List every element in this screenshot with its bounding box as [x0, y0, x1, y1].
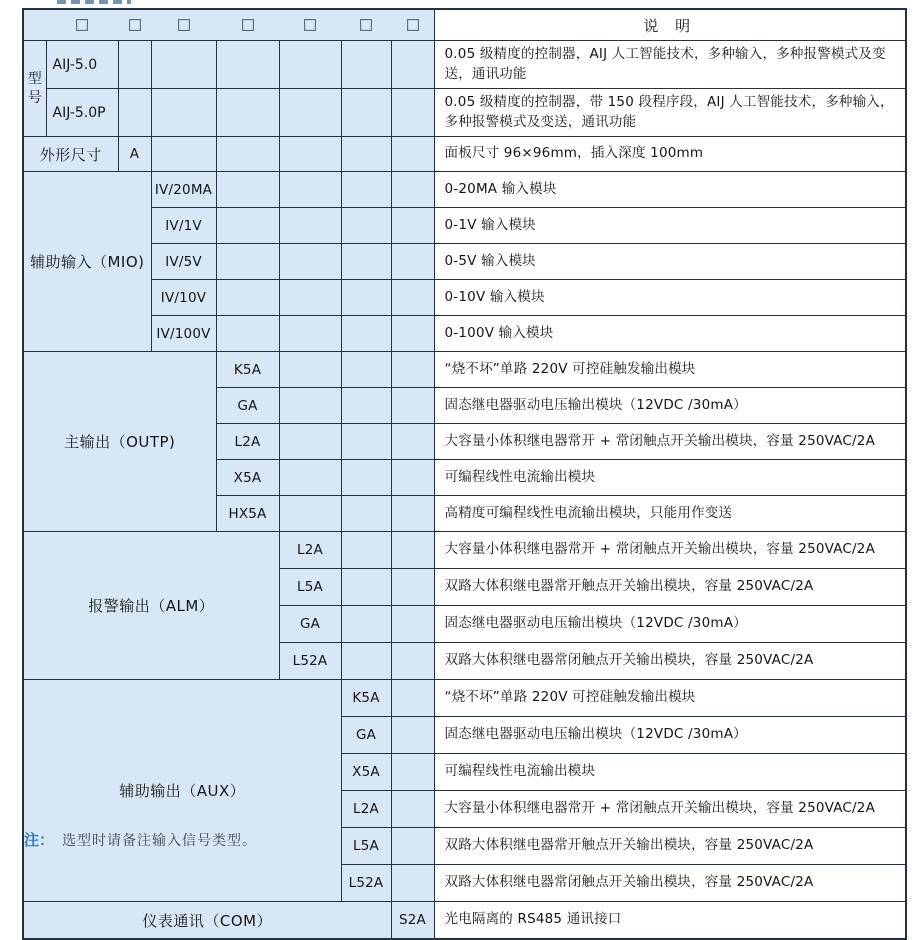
desc-cell: 可编程线性电流输出模块	[434, 460, 906, 496]
empty-cell	[341, 424, 391, 460]
empty-cell	[341, 606, 391, 643]
empty-cell	[341, 244, 391, 280]
desc-cell: 0-1V 输入模块	[434, 208, 906, 244]
empty-cell	[391, 89, 434, 137]
empty-cell	[341, 316, 391, 352]
desc-cell: 0-20MA 输入模块	[434, 172, 906, 208]
table-row	[23, 137, 906, 172]
empty-cell	[151, 41, 216, 89]
empty-cell	[341, 280, 391, 316]
desc-cell: 面板尺寸 96×96mm，插入深度 100mm	[434, 137, 906, 172]
empty-cell	[279, 172, 341, 208]
empty-cell	[341, 496, 391, 532]
desc-cell: 双路大体积继电器常开触点开关输出模块，容量 250VAC/2A	[434, 569, 906, 606]
section-label-com: 仪表通讯（COM）	[23, 902, 391, 940]
desc-cell: 光电隔离的 RS485 通讯接口	[434, 902, 906, 940]
desc-cell: “烧不坏”单路 220V 可控硅触发输出模块	[434, 352, 906, 388]
empty-cell	[391, 643, 434, 680]
table-row	[23, 89, 906, 137]
checkbox-band	[23, 9, 434, 41]
empty-cell	[341, 460, 391, 496]
desc-cell: 0.05 级精度的控制器，带 150 段程序段，AIJ 人工智能技术，多种输入，多种报警模式及变送，通讯功能	[434, 89, 906, 137]
empty-cell	[216, 316, 279, 352]
desc-cell: 0.05 级精度的控制器，AIJ 人工智能技术，多种输入，多种报警模式及变送，通讯功能	[434, 41, 906, 89]
empty-cell	[341, 208, 391, 244]
empty-cell	[391, 244, 434, 280]
empty-cell	[216, 280, 279, 316]
checkbox-icon[interactable]	[129, 19, 141, 31]
checkbox-icon[interactable]	[304, 19, 316, 31]
empty-cell	[391, 828, 434, 865]
empty-cell	[391, 208, 434, 244]
code-cell: A	[118, 137, 151, 172]
empty-cell	[279, 352, 341, 388]
code-cell: L52A	[279, 643, 341, 680]
empty-cell	[216, 172, 279, 208]
desc-cell: 大容量小体积继电器常开 + 常闭触点开关输出模块，容量 250VAC/2A	[434, 532, 906, 569]
empty-cell	[341, 89, 391, 137]
empty-cell	[341, 388, 391, 424]
empty-cell	[216, 41, 279, 89]
empty-cell	[341, 172, 391, 208]
cropped-heading-fragment	[57, 0, 131, 4]
desc-cell: 固态继电器驱动电压输出模块（12VDC /30mA）	[434, 717, 906, 754]
header-row	[23, 9, 906, 41]
code-cell: IV/20MA	[151, 172, 216, 208]
desc-cell: 0-100V 输入模块	[434, 316, 906, 352]
code-cell: AIJ-5.0	[46, 41, 118, 89]
checkbox-icon[interactable]	[178, 19, 190, 31]
code-cell: L2A	[341, 791, 391, 828]
table-row	[23, 172, 906, 208]
empty-cell	[216, 137, 279, 172]
code-cell: HX5A	[216, 496, 279, 532]
code-cell: L2A	[216, 424, 279, 460]
section-label-alm: 报警输出（ALM）	[23, 532, 279, 680]
empty-cell	[391, 316, 434, 352]
empty-cell	[216, 89, 279, 137]
table-row	[23, 41, 906, 89]
empty-cell	[391, 606, 434, 643]
empty-cell	[279, 424, 341, 460]
code-cell: K5A	[216, 352, 279, 388]
empty-cell	[279, 460, 341, 496]
table-row	[23, 208, 906, 244]
code-cell: X5A	[341, 754, 391, 791]
empty-cell	[391, 865, 434, 902]
code-cell: L5A	[341, 828, 391, 865]
code-cell: L52A	[341, 865, 391, 902]
desc-cell: 大容量小体积继电器常开 + 常闭触点开关输出模块，容量 250VAC/2A	[434, 424, 906, 460]
empty-cell	[279, 316, 341, 352]
empty-cell	[341, 643, 391, 680]
empty-cell	[391, 388, 434, 424]
desc-cell: 0-5V 输入模块	[434, 244, 906, 280]
empty-cell	[391, 791, 434, 828]
section-label-outp: 主输出（OUTP)	[23, 352, 216, 532]
table-row	[23, 902, 906, 940]
empty-cell	[391, 172, 434, 208]
empty-cell	[279, 41, 341, 89]
empty-cell	[391, 280, 434, 316]
code-cell: IV/5V	[151, 244, 216, 280]
empty-cell	[341, 569, 391, 606]
empty-cell	[391, 754, 434, 791]
selection-code-table	[22, 8, 907, 940]
desc-cell: 大容量小体积继电器常开 + 常闭触点开关输出模块，容量 250VAC/2A	[434, 791, 906, 828]
empty-cell	[279, 137, 341, 172]
empty-cell	[391, 680, 434, 717]
empty-cell	[279, 388, 341, 424]
desc-cell: 0-10V 输入模块	[434, 280, 906, 316]
empty-cell	[391, 460, 434, 496]
section-label-model: 型号	[23, 41, 46, 137]
footnote-prefix: 注：	[24, 831, 55, 849]
table-row	[23, 352, 906, 388]
table-row	[23, 244, 906, 280]
code-cell: L2A	[279, 532, 341, 569]
empty-cell	[391, 717, 434, 754]
col-header-description: 说 明	[434, 9, 906, 41]
checkbox-icon[interactable]	[360, 19, 372, 31]
code-cell: X5A	[216, 460, 279, 496]
table-row	[23, 280, 906, 316]
section-label-size: 外形尺寸	[23, 137, 118, 172]
empty-cell	[279, 280, 341, 316]
desc-cell: 可编程线性电流输出模块	[434, 754, 906, 791]
desc-cell: 固态继电器驱动电压输出模块（12VDC /30mA）	[434, 388, 906, 424]
empty-cell	[391, 137, 434, 172]
desc-cell: 高精度可编程线性电流输出模块，只能用作变送	[434, 496, 906, 532]
empty-cell	[341, 532, 391, 569]
empty-cell	[216, 244, 279, 280]
table-row	[23, 680, 906, 717]
section-label-aux: 辅助输出（AUX）	[23, 680, 341, 902]
empty-cell	[279, 208, 341, 244]
desc-cell: “烧不坏”单路 220V 可控硅触发输出模块	[434, 680, 906, 717]
empty-cell	[391, 41, 434, 89]
empty-cell	[391, 424, 434, 460]
checkbox-icon[interactable]	[242, 19, 254, 31]
empty-cell	[151, 137, 216, 172]
footnote	[24, 829, 257, 850]
code-cell: IV/100V	[151, 316, 216, 352]
empty-cell	[118, 89, 151, 137]
empty-cell	[279, 89, 341, 137]
code-cell: IV/1V	[151, 208, 216, 244]
empty-cell	[216, 208, 279, 244]
empty-cell	[391, 532, 434, 569]
empty-cell	[341, 41, 391, 89]
empty-cell	[341, 137, 391, 172]
empty-cell	[151, 89, 216, 137]
code-cell: S2A	[391, 902, 434, 940]
table-row	[23, 316, 906, 352]
code-cell: AIJ-5.0P	[46, 89, 118, 137]
empty-cell	[118, 41, 151, 89]
desc-cell: 固态继电器驱动电压输出模块（12VDC /30mA）	[434, 606, 906, 643]
empty-cell	[279, 496, 341, 532]
code-cell: L5A	[279, 569, 341, 606]
desc-cell: 双路大体积继电器常闭触点开关输出模块，容量 250VAC/2A	[434, 865, 906, 902]
desc-cell: 双路大体积继电器常开触点开关输出模块，容量 250VAC/2A	[434, 828, 906, 865]
empty-cell	[279, 244, 341, 280]
empty-cell	[391, 496, 434, 532]
code-cell: GA	[279, 606, 341, 643]
empty-cell	[391, 352, 434, 388]
empty-cell	[391, 569, 434, 606]
checkbox-icon[interactable]	[76, 19, 88, 31]
table-row	[23, 532, 906, 569]
checkbox-icon[interactable]	[407, 19, 419, 31]
footnote-text: 选型时请备注输入信号类型。	[62, 833, 258, 849]
code-cell: K5A	[341, 680, 391, 717]
code-cell: GA	[341, 717, 391, 754]
section-label-mio: 辅助输入（MIO)	[23, 172, 151, 352]
code-cell: IV/10V	[151, 280, 216, 316]
empty-cell	[341, 352, 391, 388]
desc-cell: 双路大体积继电器常闭触点开关输出模块，容量 250VAC/2A	[434, 643, 906, 680]
code-cell: GA	[216, 388, 279, 424]
